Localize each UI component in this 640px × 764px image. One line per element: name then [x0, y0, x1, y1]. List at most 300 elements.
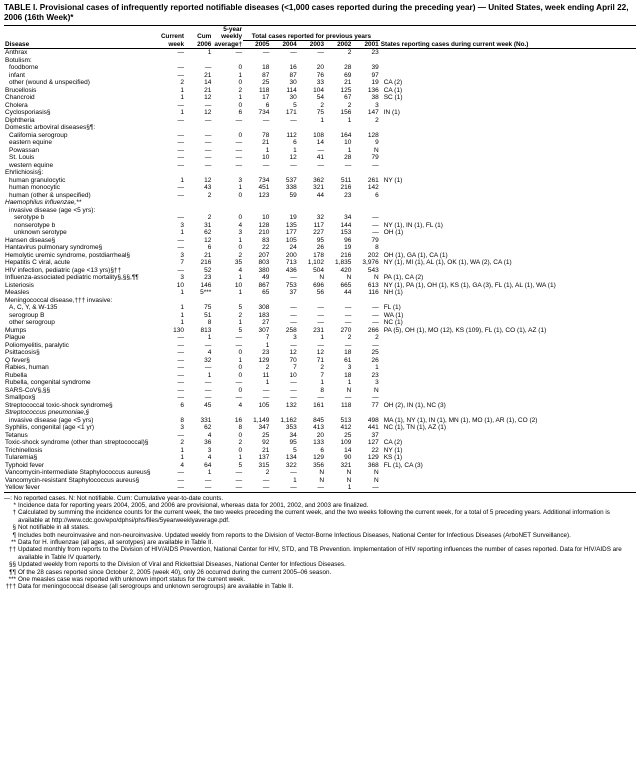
value-cell: — [344, 319, 352, 326]
value-cell: N [319, 476, 325, 484]
value-cell: 20 [316, 431, 325, 439]
states-cell: WA (1) [383, 311, 404, 319]
value-cell [352, 207, 379, 215]
year-header: 2001 [352, 41, 379, 49]
value-cell: — [177, 379, 185, 386]
value-cell: 125 [340, 86, 352, 94]
value-cell: 36 [204, 439, 212, 446]
disease-name: Typhoid fever [5, 461, 45, 469]
value-cell [352, 409, 379, 417]
value-cell: — [177, 154, 185, 161]
value-cell: 10 [289, 371, 297, 379]
value-cell [185, 207, 212, 215]
table-row [4, 267, 636, 275]
footnote-text: Includes both neuroinvasive and non-neuroinvasive. Updated weekly from reports to the Division of Vector-Borne Infectious Diseases, National Center for Infectious Diseases (ArboNET Surveillance). [18, 531, 571, 539]
value-cell: 12 [204, 176, 212, 184]
value-cell: 95 [316, 236, 325, 244]
value-cell: 3 [180, 274, 185, 281]
table-row [4, 169, 636, 177]
table-row [4, 462, 636, 470]
value-cell [325, 169, 352, 177]
value-cell: 1 [265, 341, 270, 349]
value-cell: 511 [340, 176, 352, 184]
value-cell: 3 [238, 176, 243, 184]
value-cell: 513 [340, 416, 352, 424]
value-cell: — [372, 221, 379, 229]
states-cell: MA (1), NY (1), IN (1), MN (1), MO (1), AR (1), CO (2) [383, 416, 538, 424]
value-cell [243, 207, 270, 215]
states-cell: NY (1), MI (1), AL (1), OK (1), WA (2), CA (1) [383, 259, 512, 266]
value-cell: 183 [258, 311, 270, 319]
states-cell: NC (1), TN (1), AZ (1) [383, 424, 447, 431]
disease-name: St. Louis [9, 154, 35, 161]
value-cell: 8 [320, 386, 325, 394]
value-cell: — [262, 161, 270, 169]
value-cell: 18 [344, 371, 352, 379]
table-row [4, 349, 636, 357]
value-cell: 4 [238, 221, 243, 229]
value-cell: 123 [258, 191, 270, 199]
value-cell: 118 [340, 401, 352, 409]
value-cell: 3 [238, 229, 243, 236]
states-cell [380, 349, 636, 357]
table-row [4, 469, 636, 477]
value-cell [270, 207, 297, 215]
states-cell [380, 132, 636, 140]
value-cell: 21 [262, 446, 270, 454]
disease-name: Powassan [9, 146, 39, 154]
value-cell: 12 [289, 349, 297, 356]
table-title: TABLE I. Provisional cases of infrequently reported notifiable diseases (<1,000 cases reported during the preceding year) — United States, week ending April 22, 2006 (16th Week)* [4, 3, 629, 22]
value-cell: — [235, 49, 243, 56]
table-row [4, 64, 636, 72]
value-cell: — [177, 49, 185, 56]
value-cell: 266 [367, 326, 379, 334]
value-cell: 147 [367, 109, 379, 116]
disease-name: nonserotype b [14, 221, 56, 229]
footnote-symbol: ††† [5, 583, 16, 591]
states-cell [380, 379, 636, 387]
footnote-text: One measles case was reported with unknown import status for the current week. [18, 575, 246, 583]
footnote [4, 569, 636, 576]
states-cell: PA (5), OH (1), MO (12), KS (109), FL (1), CO (1), AZ (1) [383, 326, 547, 334]
disease-name: Brucellosis [5, 86, 37, 94]
table-row [4, 424, 636, 432]
value-cell: 28 [344, 64, 352, 71]
value-cell: 5 [238, 304, 243, 311]
value-cell: — [372, 304, 379, 311]
value-cell: 3 [207, 446, 212, 454]
value-cell: — [177, 431, 185, 439]
value-cell: 3 [375, 379, 379, 386]
footnote [4, 546, 636, 561]
value-cell: — [204, 101, 212, 109]
value-cell: — [177, 191, 185, 199]
year-header: 2004 [270, 41, 297, 49]
value-cell: — [177, 394, 185, 401]
value-cell [185, 409, 212, 417]
value-cell: 308 [258, 304, 270, 311]
value-cell: 6 [180, 401, 185, 409]
value-cell [185, 57, 212, 65]
disease-name: Tularemia§ [5, 454, 38, 461]
value-cell [270, 297, 297, 305]
disease-name: A, C, Y, & W-135 [9, 304, 58, 311]
table-row [4, 124, 636, 132]
value-cell: 1 [293, 476, 297, 484]
table-row [4, 319, 636, 327]
table-row [4, 154, 636, 162]
footnote-symbol: *** [8, 575, 16, 583]
value-cell: 1 [207, 371, 212, 379]
disease-name: Listeriosis [5, 281, 34, 289]
disease-name: Ehrlichiosis§: [5, 169, 44, 176]
value-cell: 321 [313, 184, 325, 191]
value-cell: 1 [180, 176, 185, 184]
value-cell: 0 [238, 349, 243, 356]
value-cell [298, 199, 325, 207]
value-cell: 14 [316, 139, 325, 146]
value-cell: 11 [262, 371, 270, 379]
value-cell: 22 [262, 244, 270, 251]
value-cell [325, 124, 352, 132]
states-cell [380, 342, 636, 350]
value-cell: — [204, 161, 212, 169]
value-cell: 753 [285, 281, 297, 289]
year-header: 2003 [298, 41, 325, 49]
value-cell: 65 [262, 289, 270, 296]
value-cell: 1 [180, 86, 185, 94]
value-cell: 0 [238, 79, 243, 86]
value-cell: N [346, 476, 352, 484]
value-cell: 104 [313, 86, 325, 94]
value-cell: 79 [371, 236, 379, 244]
value-cell: 128 [367, 131, 379, 139]
value-cell: 4 [238, 401, 243, 409]
table-row [4, 199, 636, 207]
value-cell: 2 [347, 49, 352, 56]
value-cell: 133 [313, 439, 325, 446]
disease-name: human (other & unspecified) [9, 191, 91, 199]
value-cell: 2 [375, 334, 379, 341]
value-cell: 696 [313, 281, 325, 289]
value-cell: 21 [204, 251, 212, 259]
value-cell: 2 [207, 214, 212, 221]
disease-name: Influenza-associated pediatric mortality§,§§,¶¶ [5, 274, 139, 281]
value-cell: 6 [375, 191, 379, 199]
table-row [4, 402, 636, 410]
value-cell: — [154, 484, 185, 492]
value-cell: — [243, 484, 270, 492]
table-row [4, 439, 636, 447]
value-cell: — [372, 319, 379, 326]
disease-name: Trichinellosis [5, 446, 43, 454]
value-cell: 6 [238, 109, 243, 116]
footnote-text: Of the 28 cases reported since October 2, 2005 (week 40), only 26 occurred during the current 2005–06 season. [18, 568, 332, 576]
value-cell: — [317, 146, 325, 154]
value-cell: 67 [344, 94, 352, 101]
states-cell: OH (2), IN (1), NC (3) [383, 401, 446, 409]
footnote [4, 561, 636, 568]
value-cell: 1 [180, 94, 185, 101]
table-row [4, 484, 636, 492]
value-cell: 1 [320, 379, 325, 386]
states-cell [380, 244, 636, 252]
value-cell: — [177, 71, 185, 79]
value-cell: 109 [340, 439, 352, 446]
value-cell: — [344, 311, 352, 319]
value-cell: 12 [204, 94, 212, 101]
value-cell: 231 [313, 326, 325, 334]
value-cell: 23 [371, 371, 379, 379]
table-row [4, 237, 636, 245]
table-row [4, 184, 636, 192]
footnote-text: Updated monthly from reports to the Division of HIV/AIDS Prevention, National Center for HIV, STD, and TB Prevention. Implementation of HIV reporting influences the number of cases reported. Data for HIV/AIDS are available in Table IV quarterly. [18, 546, 622, 561]
value-cell: 156 [340, 109, 352, 116]
footnote-symbol: § [12, 524, 16, 532]
avg-header-line1: 5-year [212, 26, 243, 34]
value-cell: 12 [204, 109, 212, 116]
states-cell [380, 267, 636, 275]
value-cell: N [346, 469, 352, 476]
value-cell: 1 [207, 334, 212, 341]
value-cell: 45 [204, 401, 212, 409]
value-cell: 2 [180, 79, 185, 86]
value-cell: 1 [325, 484, 352, 492]
states-cell: FL (1), CA (3) [383, 461, 423, 469]
value-cell: 23 [344, 191, 352, 199]
disease-name: California serogroup [9, 131, 68, 139]
disease-name: Diphtheria [5, 116, 35, 124]
value-cell: 49 [262, 274, 270, 281]
value-cell: 78 [262, 131, 270, 139]
value-cell: — [290, 311, 297, 319]
value-cell: — [372, 214, 379, 221]
value-cell: 543 [367, 266, 379, 274]
disease-name: Plague [5, 334, 26, 341]
states-cell [380, 57, 636, 65]
table-row [4, 372, 636, 380]
table-row [4, 364, 636, 372]
value-cell: 129 [258, 356, 270, 364]
disease-name: Anthrax [5, 49, 28, 56]
value-cell: 1,162 [280, 416, 297, 424]
disease-header: Disease [4, 41, 154, 49]
value-cell: 105 [285, 236, 297, 244]
disease-name: SARS-CoV§,§§ [5, 386, 51, 394]
footnote [4, 532, 636, 539]
disease-name: Mumps [5, 326, 27, 334]
value-cell: — [177, 184, 185, 191]
value-cell: 114 [286, 86, 297, 94]
value-cell: 117 [313, 221, 325, 229]
value-cell: 10 [262, 154, 270, 161]
value-cell: 2 [347, 101, 352, 109]
value-cell: — [317, 49, 325, 56]
value-cell: 200 [285, 251, 297, 259]
disease-name: Streptococcus pneumoniae,§ [5, 409, 90, 416]
states-cell [380, 334, 636, 342]
value-cell: 62 [204, 229, 212, 236]
value-cell: 362 [313, 176, 325, 184]
table-row [4, 132, 636, 140]
value-cell [154, 57, 185, 65]
value-cell: — [177, 266, 185, 274]
value-cell: 321 [340, 461, 352, 469]
disease-name: Rabies, human [5, 364, 49, 371]
value-cell: 26 [371, 356, 379, 364]
value-cell: 0 [238, 446, 243, 454]
value-cell: — [290, 386, 297, 394]
value-cell: 8 [180, 416, 185, 424]
value-cell: 4 [207, 349, 212, 356]
states-cell: KS (1) [383, 454, 403, 461]
value-cell: 71 [316, 356, 325, 364]
value-cell [212, 57, 243, 65]
footnote [4, 509, 636, 524]
value-cell: 0 [238, 214, 243, 221]
value-cell: 44 [316, 191, 325, 199]
table-row [4, 297, 636, 305]
table-row [4, 259, 636, 267]
value-cell: 171 [285, 109, 297, 116]
value-cell: 3 [180, 221, 185, 229]
value-cell: 1 [180, 311, 185, 319]
value-cell: N [374, 476, 379, 484]
value-cell: 1 [347, 379, 352, 386]
table-row [4, 432, 636, 440]
value-cell: N [374, 146, 379, 154]
value-cell [185, 124, 212, 132]
value-cell: — [204, 364, 212, 371]
states-cell: NY (1), IN (1), FL (1) [383, 221, 443, 229]
value-cell [154, 297, 185, 305]
footnote [4, 583, 636, 590]
value-cell [298, 409, 325, 417]
disease-name: Toxic-shock syndrome (other than streptococcal)§ [5, 439, 149, 446]
disease-name: Haemophilus influenzae,** [5, 199, 82, 206]
value-cell: — [235, 394, 243, 401]
value-cell: 30 [289, 94, 297, 101]
value-cell: 436 [285, 266, 297, 274]
value-cell: 10 [262, 214, 270, 221]
table-row [4, 282, 636, 290]
states-cell [380, 102, 636, 110]
footnote-text: Data for H. influenzae (all ages, all serotypes) are available in Table II. [18, 538, 214, 546]
value-cell: — [235, 469, 243, 476]
value-cell: — [352, 484, 379, 492]
value-cell: 25 [262, 431, 270, 439]
value-cell: 21 [262, 139, 270, 146]
value-cell: 1,102 [307, 259, 325, 266]
value-cell: — [204, 154, 212, 161]
value-cell: — [177, 364, 185, 371]
value-cell: 356 [313, 461, 325, 469]
disease-name: Rubella [5, 371, 28, 379]
disease-name: Domestic arboviral diseases§¶: [5, 124, 96, 131]
value-cell: 6 [320, 446, 325, 454]
table-row [4, 87, 636, 95]
value-cell: 7 [180, 259, 185, 266]
table-row [4, 214, 636, 222]
value-cell: 2 [238, 251, 243, 259]
table-body [4, 49, 636, 493]
states-cell: PA (1), CA (2) [383, 274, 424, 281]
disease-name: Cholera [5, 101, 28, 109]
value-cell: 3 [293, 334, 297, 341]
value-cell: — [212, 484, 243, 492]
disease-name: serogroup B [9, 311, 45, 319]
disease-name: Rubella, congenital syndrome [5, 379, 91, 386]
footnote [4, 576, 636, 583]
states-cell [380, 357, 636, 365]
value-cell: — [235, 476, 243, 484]
value-cell: — [204, 139, 212, 146]
value-cell: 6 [207, 244, 212, 251]
states-cell [380, 147, 636, 155]
value-cell: 6 [293, 139, 297, 146]
table-row [4, 304, 636, 312]
value-cell: — [204, 64, 212, 71]
value-cell: 22 [371, 446, 379, 454]
value-cell: — [177, 214, 185, 221]
value-cell: 227 [313, 229, 325, 236]
value-cell: — [177, 244, 185, 251]
value-cell: — [235, 334, 243, 341]
value-cell: — [290, 161, 297, 169]
value-cell: 338 [285, 184, 297, 191]
value-cell: 2 [375, 116, 379, 124]
value-cell: 51 [204, 311, 212, 319]
disease-name: Poliomyelitis, paralytic [5, 341, 69, 349]
value-cell: 1,835 [335, 259, 352, 266]
value-cell: — [290, 394, 297, 401]
states-cell [380, 409, 636, 417]
value-cell: — [372, 311, 379, 319]
value-cell: 37 [289, 289, 297, 296]
value-cell: — [177, 356, 185, 364]
states-cell [380, 169, 636, 177]
value-cell [212, 124, 243, 132]
value-cell: 24 [289, 244, 297, 251]
disease-name: invasive disease (age <5 yrs) [9, 416, 94, 424]
value-cell: 315 [258, 461, 270, 469]
value-cell: 161 [313, 401, 325, 409]
value-cell: — [317, 311, 325, 319]
footnote [4, 524, 636, 531]
value-cell: 177 [285, 229, 297, 236]
value-cell: — [290, 469, 297, 476]
disease-name: HIV infection, pediatric (age <13 yrs)§†† [5, 266, 122, 274]
value-cell: — [298, 484, 325, 492]
value-cell: 70 [289, 356, 297, 364]
table-row [4, 379, 636, 387]
table-row [4, 477, 636, 485]
value-cell: 127 [367, 439, 379, 446]
states-cell [380, 64, 636, 72]
states-cell: IN (1) [383, 109, 400, 116]
value-cell [325, 409, 352, 417]
table-row [4, 147, 636, 155]
value-cell: 77 [371, 401, 379, 409]
value-cell: 498 [367, 416, 379, 424]
value-cell: 1 [238, 356, 243, 364]
value-cell: 146 [200, 281, 212, 289]
disease-name: other (wound & unspecified) [9, 79, 90, 86]
value-cell: — [204, 341, 212, 349]
value-cell: 1 [238, 289, 243, 296]
footnotes [4, 495, 636, 591]
